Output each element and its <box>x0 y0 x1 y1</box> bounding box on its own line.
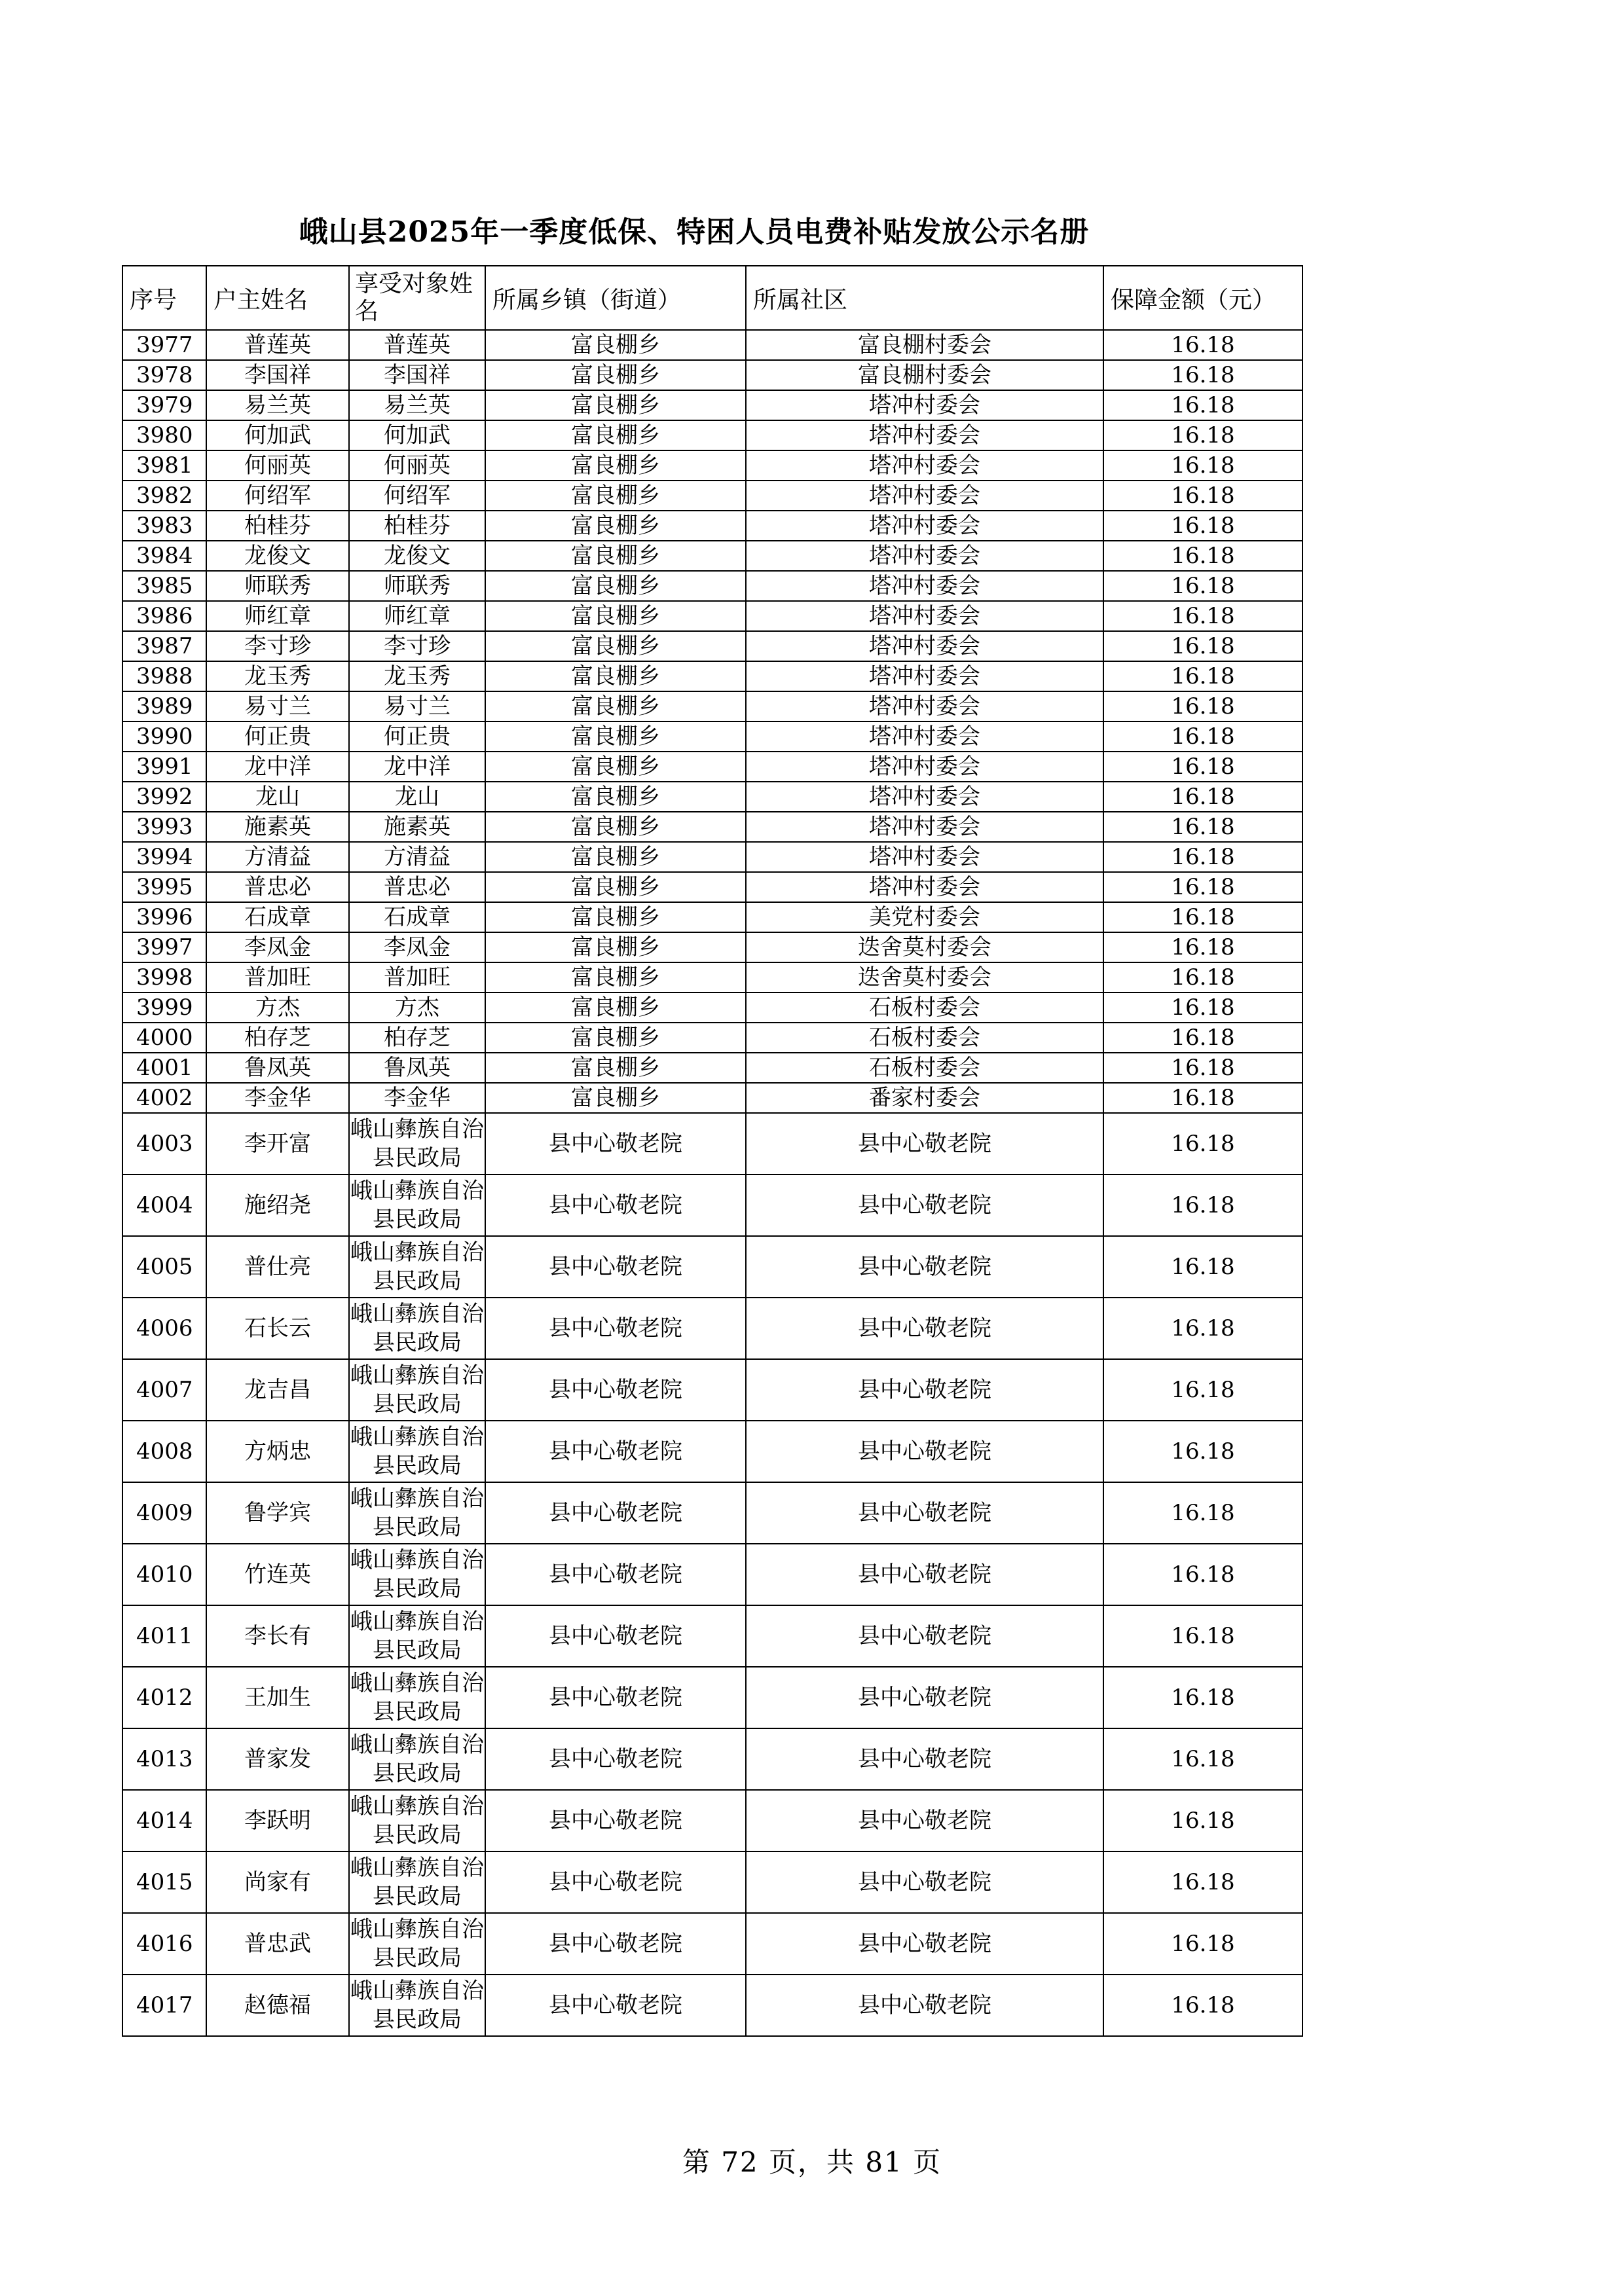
table-row <box>122 932 1302 962</box>
township-cell: 县中心敬老院 <box>485 1482 746 1544</box>
community-cell: 塔冲村委会 <box>746 631 1103 661</box>
roster-table <box>122 265 1303 2037</box>
table-row <box>122 360 1302 390</box>
beneficiary-name-cell: 普莲英 <box>349 330 485 360</box>
householder-name-cell: 竹连英 <box>206 1544 349 1605</box>
community-cell: 塔冲村委会 <box>746 721 1103 752</box>
amount-cell: 16.18 <box>1103 1053 1302 1083</box>
table-row <box>122 1023 1302 1053</box>
householder-name-cell: 普加旺 <box>206 962 349 993</box>
amount-cell: 16.18 <box>1103 1023 1302 1053</box>
row-index-cell: 4006 <box>122 1298 206 1359</box>
householder-name-cell: 师联秀 <box>206 571 349 601</box>
beneficiary-name-cell: 龙玉秀 <box>349 661 485 691</box>
householder-name-cell: 龙山 <box>206 782 349 812</box>
table-row <box>122 420 1302 450</box>
beneficiary-name-cell: 方杰 <box>349 993 485 1023</box>
table-row <box>122 1790 1302 1851</box>
table-row <box>122 330 1302 360</box>
beneficiary-name-cell: 柏存芝 <box>349 1023 485 1053</box>
row-index-cell: 3978 <box>122 360 206 390</box>
community-cell: 县中心敬老院 <box>746 1667 1103 1728</box>
community-cell: 塔冲村委会 <box>746 691 1103 721</box>
beneficiary-name-cell: 峨山彝族自治县民政局 <box>349 1544 485 1605</box>
row-index-cell: 3987 <box>122 631 206 661</box>
amount-cell: 16.18 <box>1103 330 1302 360</box>
page-title: 峨山县2025年一季度低保、特困人员电费补贴发放公示名册 <box>299 215 1090 249</box>
table-row <box>122 1053 1302 1083</box>
row-index-cell: 3983 <box>122 511 206 541</box>
beneficiary-name-cell: 峨山彝族自治县民政局 <box>349 1667 485 1728</box>
row-index-cell: 3995 <box>122 872 206 902</box>
row-index-cell: 4012 <box>122 1667 206 1728</box>
householder-name-cell: 尚家有 <box>206 1851 349 1913</box>
township-cell: 县中心敬老院 <box>485 1113 746 1175</box>
amount-cell: 16.18 <box>1103 993 1302 1023</box>
amount-cell: 16.18 <box>1103 932 1302 962</box>
beneficiary-name-cell: 李国祥 <box>349 360 485 390</box>
township-cell: 富良棚乡 <box>485 782 746 812</box>
township-cell: 富良棚乡 <box>485 541 746 571</box>
township-cell: 富良棚乡 <box>485 902 746 932</box>
table-row <box>122 601 1302 631</box>
householder-name-cell: 龙吉昌 <box>206 1359 349 1421</box>
community-cell: 塔冲村委会 <box>746 601 1103 631</box>
beneficiary-name-cell: 何加武 <box>349 420 485 450</box>
beneficiary-name-cell: 何正贵 <box>349 721 485 752</box>
beneficiary-name-cell: 龙山 <box>349 782 485 812</box>
table-row <box>122 1975 1302 2036</box>
row-index-cell: 3998 <box>122 962 206 993</box>
township-cell: 富良棚乡 <box>485 1023 746 1053</box>
householder-name-cell: 方清益 <box>206 842 349 872</box>
beneficiary-name-cell: 峨山彝族自治县民政局 <box>349 1728 485 1790</box>
amount-cell: 16.18 <box>1103 1175 1302 1236</box>
beneficiary-name-cell: 易寸兰 <box>349 691 485 721</box>
beneficiary-name-cell: 峨山彝族自治县民政局 <box>349 1359 485 1421</box>
householder-name-cell: 李跃明 <box>206 1790 349 1851</box>
amount-cell: 16.18 <box>1103 661 1302 691</box>
householder-name-cell: 李长有 <box>206 1605 349 1667</box>
township-cell: 县中心敬老院 <box>485 1790 746 1851</box>
row-index-cell: 4015 <box>122 1851 206 1913</box>
community-cell: 塔冲村委会 <box>746 571 1103 601</box>
row-index-cell: 3993 <box>122 812 206 842</box>
table-row <box>122 1851 1302 1913</box>
beneficiary-name-cell: 石成章 <box>349 902 485 932</box>
beneficiary-name-cell: 施素英 <box>349 812 485 842</box>
amount-cell: 16.18 <box>1103 450 1302 481</box>
amount-cell: 16.18 <box>1103 631 1302 661</box>
amount-cell: 16.18 <box>1103 1975 1302 2036</box>
row-index-cell: 3997 <box>122 932 206 962</box>
householder-name-cell: 柏桂芬 <box>206 511 349 541</box>
beneficiary-name-cell: 峨山彝族自治县民政局 <box>349 1482 485 1544</box>
table-row <box>122 1175 1302 1236</box>
township-cell: 富良棚乡 <box>485 1083 746 1113</box>
beneficiary-name-cell: 峨山彝族自治县民政局 <box>349 1605 485 1667</box>
householder-name-cell: 师红章 <box>206 601 349 631</box>
householder-name-cell: 普仕亮 <box>206 1236 349 1298</box>
table-row <box>122 450 1302 481</box>
row-index-cell: 3989 <box>122 691 206 721</box>
community-cell: 迭舍莫村委会 <box>746 932 1103 962</box>
community-cell: 塔冲村委会 <box>746 420 1103 450</box>
table-row <box>122 872 1302 902</box>
householder-name-cell: 普忠武 <box>206 1913 349 1975</box>
table-row <box>122 782 1302 812</box>
beneficiary-name-cell: 峨山彝族自治县民政局 <box>349 1175 485 1236</box>
beneficiary-name-cell: 柏桂芬 <box>349 511 485 541</box>
row-index-cell: 3992 <box>122 782 206 812</box>
row-index-cell: 3996 <box>122 902 206 932</box>
amount-cell: 16.18 <box>1103 1790 1302 1851</box>
township-cell: 县中心敬老院 <box>485 1359 746 1421</box>
header-beneficiary: 享受对象姓名 <box>349 266 485 330</box>
table-row <box>122 962 1302 993</box>
beneficiary-name-cell: 峨山彝族自治县民政局 <box>349 1913 485 1975</box>
beneficiary-name-cell: 峨山彝族自治县民政局 <box>349 1236 485 1298</box>
householder-name-cell: 普莲英 <box>206 330 349 360</box>
table-row <box>122 1667 1302 1728</box>
row-index-cell: 3990 <box>122 721 206 752</box>
header-index: 序号 <box>122 266 206 330</box>
community-cell: 塔冲村委会 <box>746 782 1103 812</box>
row-index-cell: 3977 <box>122 330 206 360</box>
township-cell: 县中心敬老院 <box>485 1728 746 1790</box>
beneficiary-name-cell: 峨山彝族自治县民政局 <box>349 1298 485 1359</box>
table-row <box>122 481 1302 511</box>
row-index-cell: 4003 <box>122 1113 206 1175</box>
community-cell: 塔冲村委会 <box>746 390 1103 420</box>
table-row <box>122 902 1302 932</box>
township-cell: 富良棚乡 <box>485 721 746 752</box>
township-cell: 县中心敬老院 <box>485 1851 746 1913</box>
householder-name-cell: 何丽英 <box>206 450 349 481</box>
beneficiary-name-cell: 普忠必 <box>349 872 485 902</box>
township-cell: 县中心敬老院 <box>485 1667 746 1728</box>
beneficiary-name-cell: 师联秀 <box>349 571 485 601</box>
amount-cell: 16.18 <box>1103 481 1302 511</box>
householder-name-cell: 龙俊文 <box>206 541 349 571</box>
row-index-cell: 3988 <box>122 661 206 691</box>
community-cell: 石板村委会 <box>746 1053 1103 1083</box>
householder-name-cell: 鲁学宾 <box>206 1482 349 1544</box>
community-cell: 塔冲村委会 <box>746 752 1103 782</box>
amount-cell: 16.18 <box>1103 1851 1302 1913</box>
community-cell: 塔冲村委会 <box>746 511 1103 541</box>
amount-cell: 16.18 <box>1103 1728 1302 1790</box>
community-cell: 县中心敬老院 <box>746 1421 1103 1482</box>
community-cell: 县中心敬老院 <box>746 1544 1103 1605</box>
township-cell: 富良棚乡 <box>485 511 746 541</box>
householder-name-cell: 何绍军 <box>206 481 349 511</box>
beneficiary-name-cell: 何绍军 <box>349 481 485 511</box>
table-row <box>122 1236 1302 1298</box>
row-index-cell: 4013 <box>122 1728 206 1790</box>
beneficiary-name-cell: 李金华 <box>349 1083 485 1113</box>
householder-name-cell: 龙中洋 <box>206 752 349 782</box>
table-row <box>122 812 1302 842</box>
community-cell: 美党村委会 <box>746 902 1103 932</box>
community-cell: 塔冲村委会 <box>746 481 1103 511</box>
householder-name-cell: 方炳忠 <box>206 1421 349 1482</box>
amount-cell: 16.18 <box>1103 571 1302 601</box>
township-cell: 富良棚乡 <box>485 661 746 691</box>
row-index-cell: 4007 <box>122 1359 206 1421</box>
table-row <box>122 721 1302 752</box>
community-cell: 番家村委会 <box>746 1083 1103 1113</box>
householder-name-cell: 方杰 <box>206 993 349 1023</box>
householder-name-cell: 施素英 <box>206 812 349 842</box>
row-index-cell: 4016 <box>122 1913 206 1975</box>
amount-cell: 16.18 <box>1103 962 1302 993</box>
row-index-cell: 4000 <box>122 1023 206 1053</box>
township-cell: 富良棚乡 <box>485 993 746 1023</box>
community-cell: 县中心敬老院 <box>746 1790 1103 1851</box>
amount-cell: 16.18 <box>1103 1605 1302 1667</box>
township-cell: 富良棚乡 <box>485 390 746 420</box>
beneficiary-name-cell: 峨山彝族自治县民政局 <box>349 1851 485 1913</box>
community-cell: 塔冲村委会 <box>746 842 1103 872</box>
township-cell: 富良棚乡 <box>485 330 746 360</box>
amount-cell: 16.18 <box>1103 1236 1302 1298</box>
community-cell: 县中心敬老院 <box>746 1359 1103 1421</box>
community-cell: 富良棚村委会 <box>746 330 1103 360</box>
amount-cell: 16.18 <box>1103 1359 1302 1421</box>
amount-cell: 16.18 <box>1103 1913 1302 1975</box>
row-index-cell: 4001 <box>122 1053 206 1083</box>
table-row <box>122 1421 1302 1482</box>
householder-name-cell: 石长云 <box>206 1298 349 1359</box>
community-cell: 富良棚村委会 <box>746 360 1103 390</box>
table-row <box>122 691 1302 721</box>
amount-cell: 16.18 <box>1103 1113 1302 1175</box>
header-householder: 户主姓名 <box>206 266 349 330</box>
amount-cell: 16.18 <box>1103 782 1302 812</box>
header-row <box>122 266 1302 330</box>
table-row <box>122 511 1302 541</box>
township-cell: 富良棚乡 <box>485 360 746 390</box>
amount-cell: 16.18 <box>1103 691 1302 721</box>
township-cell: 县中心敬老院 <box>485 1236 746 1298</box>
householder-name-cell: 普忠必 <box>206 872 349 902</box>
row-index-cell: 3986 <box>122 601 206 631</box>
township-cell: 富良棚乡 <box>485 962 746 993</box>
householder-name-cell: 李凤金 <box>206 932 349 962</box>
table-row <box>122 842 1302 872</box>
township-cell: 富良棚乡 <box>485 481 746 511</box>
header-community: 所属社区 <box>746 266 1103 330</box>
header-amount: 保障金额（元） <box>1103 266 1302 330</box>
row-index-cell: 3979 <box>122 390 206 420</box>
township-cell: 富良棚乡 <box>485 631 746 661</box>
table-row <box>122 1359 1302 1421</box>
row-index-cell: 4014 <box>122 1790 206 1851</box>
row-index-cell: 4005 <box>122 1236 206 1298</box>
community-cell: 塔冲村委会 <box>746 450 1103 481</box>
amount-cell: 16.18 <box>1103 601 1302 631</box>
householder-name-cell: 易兰英 <box>206 390 349 420</box>
community-cell: 县中心敬老院 <box>746 1913 1103 1975</box>
row-index-cell: 3991 <box>122 752 206 782</box>
row-index-cell: 3994 <box>122 842 206 872</box>
householder-name-cell: 李国祥 <box>206 360 349 390</box>
amount-cell: 16.18 <box>1103 1298 1302 1359</box>
amount-cell: 16.18 <box>1103 420 1302 450</box>
table-row <box>122 1482 1302 1544</box>
householder-name-cell: 普家发 <box>206 1728 349 1790</box>
amount-cell: 16.18 <box>1103 842 1302 872</box>
community-cell: 县中心敬老院 <box>746 1851 1103 1913</box>
row-index-cell: 4009 <box>122 1482 206 1544</box>
beneficiary-name-cell: 李寸珍 <box>349 631 485 661</box>
community-cell: 县中心敬老院 <box>746 1728 1103 1790</box>
header-township: 所属乡镇（街道） <box>485 266 746 330</box>
amount-cell: 16.18 <box>1103 1482 1302 1544</box>
row-index-cell: 3985 <box>122 571 206 601</box>
township-cell: 富良棚乡 <box>485 842 746 872</box>
beneficiary-name-cell: 龙中洋 <box>349 752 485 782</box>
row-index-cell: 3981 <box>122 450 206 481</box>
beneficiary-name-cell: 普加旺 <box>349 962 485 993</box>
table-row <box>122 571 1302 601</box>
householder-name-cell: 李开富 <box>206 1113 349 1175</box>
table-row <box>122 1113 1302 1175</box>
householder-name-cell: 鲁凤英 <box>206 1053 349 1083</box>
row-index-cell: 4008 <box>122 1421 206 1482</box>
amount-cell: 16.18 <box>1103 360 1302 390</box>
row-index-cell: 3980 <box>122 420 206 450</box>
amount-cell: 16.18 <box>1103 872 1302 902</box>
amount-cell: 16.18 <box>1103 1421 1302 1482</box>
township-cell: 富良棚乡 <box>485 752 746 782</box>
community-cell: 石板村委会 <box>746 1023 1103 1053</box>
township-cell: 富良棚乡 <box>485 812 746 842</box>
community-cell: 县中心敬老院 <box>746 1605 1103 1667</box>
table-row <box>122 752 1302 782</box>
householder-name-cell: 何加武 <box>206 420 349 450</box>
amount-cell: 16.18 <box>1103 721 1302 752</box>
table-row <box>122 1605 1302 1667</box>
table-row <box>122 1083 1302 1113</box>
amount-cell: 16.18 <box>1103 1083 1302 1113</box>
beneficiary-name-cell: 峨山彝族自治县民政局 <box>349 1975 485 2036</box>
householder-name-cell: 石成章 <box>206 902 349 932</box>
township-cell: 县中心敬老院 <box>485 1175 746 1236</box>
amount-cell: 16.18 <box>1103 390 1302 420</box>
beneficiary-name-cell: 师红章 <box>349 601 485 631</box>
township-cell: 县中心敬老院 <box>485 1913 746 1975</box>
community-cell: 塔冲村委会 <box>746 661 1103 691</box>
table-row <box>122 1298 1302 1359</box>
row-index-cell: 4002 <box>122 1083 206 1113</box>
householder-name-cell: 柏存芝 <box>206 1023 349 1053</box>
township-cell: 富良棚乡 <box>485 601 746 631</box>
householder-name-cell: 何正贵 <box>206 721 349 752</box>
amount-cell: 16.18 <box>1103 752 1302 782</box>
amount-cell: 16.18 <box>1103 541 1302 571</box>
householder-name-cell: 龙玉秀 <box>206 661 349 691</box>
township-cell: 富良棚乡 <box>485 571 746 601</box>
beneficiary-name-cell: 龙俊文 <box>349 541 485 571</box>
householder-name-cell: 施绍尧 <box>206 1175 349 1236</box>
table-row <box>122 993 1302 1023</box>
township-cell: 富良棚乡 <box>485 691 746 721</box>
amount-cell: 16.18 <box>1103 812 1302 842</box>
township-cell: 富良棚乡 <box>485 450 746 481</box>
township-cell: 富良棚乡 <box>485 420 746 450</box>
beneficiary-name-cell: 鲁凤英 <box>349 1053 485 1083</box>
beneficiary-name-cell: 易兰英 <box>349 390 485 420</box>
township-cell: 县中心敬老院 <box>485 1421 746 1482</box>
householder-name-cell: 李金华 <box>206 1083 349 1113</box>
page-footer: 第 72 页，共 81 页 <box>682 2146 942 2178</box>
township-cell: 富良棚乡 <box>485 932 746 962</box>
table-row <box>122 1913 1302 1975</box>
row-index-cell: 3984 <box>122 541 206 571</box>
householder-name-cell: 王加生 <box>206 1667 349 1728</box>
community-cell: 县中心敬老院 <box>746 1175 1103 1236</box>
community-cell: 塔冲村委会 <box>746 872 1103 902</box>
township-cell: 县中心敬老院 <box>485 1975 746 2036</box>
community-cell: 石板村委会 <box>746 993 1103 1023</box>
community-cell: 县中心敬老院 <box>746 1113 1103 1175</box>
householder-name-cell: 易寸兰 <box>206 691 349 721</box>
beneficiary-name-cell: 李凤金 <box>349 932 485 962</box>
amount-cell: 16.18 <box>1103 511 1302 541</box>
township-cell: 富良棚乡 <box>485 1053 746 1083</box>
row-index-cell: 4010 <box>122 1544 206 1605</box>
householder-name-cell: 赵德福 <box>206 1975 349 2036</box>
beneficiary-name-cell: 峨山彝族自治县民政局 <box>349 1790 485 1851</box>
row-index-cell: 4011 <box>122 1605 206 1667</box>
beneficiary-name-cell: 峨山彝族自治县民政局 <box>349 1113 485 1175</box>
amount-cell: 16.18 <box>1103 1544 1302 1605</box>
amount-cell: 16.18 <box>1103 1667 1302 1728</box>
community-cell: 县中心敬老院 <box>746 1975 1103 2036</box>
township-cell: 县中心敬老院 <box>485 1605 746 1667</box>
row-index-cell: 3982 <box>122 481 206 511</box>
table-row <box>122 661 1302 691</box>
community-cell: 县中心敬老院 <box>746 1298 1103 1359</box>
township-cell: 县中心敬老院 <box>485 1544 746 1605</box>
table-row <box>122 1728 1302 1790</box>
beneficiary-name-cell: 方清益 <box>349 842 485 872</box>
township-cell: 富良棚乡 <box>485 872 746 902</box>
table-row <box>122 631 1302 661</box>
beneficiary-name-cell: 峨山彝族自治县民政局 <box>349 1421 485 1482</box>
amount-cell: 16.18 <box>1103 902 1302 932</box>
community-cell: 塔冲村委会 <box>746 812 1103 842</box>
row-index-cell: 4004 <box>122 1175 206 1236</box>
table-row <box>122 1544 1302 1605</box>
row-index-cell: 4017 <box>122 1975 206 2036</box>
row-index-cell: 3999 <box>122 993 206 1023</box>
table-body <box>122 330 1302 2036</box>
community-cell: 塔冲村委会 <box>746 541 1103 571</box>
householder-name-cell: 李寸珍 <box>206 631 349 661</box>
beneficiary-name-cell: 何丽英 <box>349 450 485 481</box>
table-row <box>122 541 1302 571</box>
community-cell: 县中心敬老院 <box>746 1482 1103 1544</box>
township-cell: 县中心敬老院 <box>485 1298 746 1359</box>
community-cell: 县中心敬老院 <box>746 1236 1103 1298</box>
community-cell: 迭舍莫村委会 <box>746 962 1103 993</box>
table-row <box>122 390 1302 420</box>
